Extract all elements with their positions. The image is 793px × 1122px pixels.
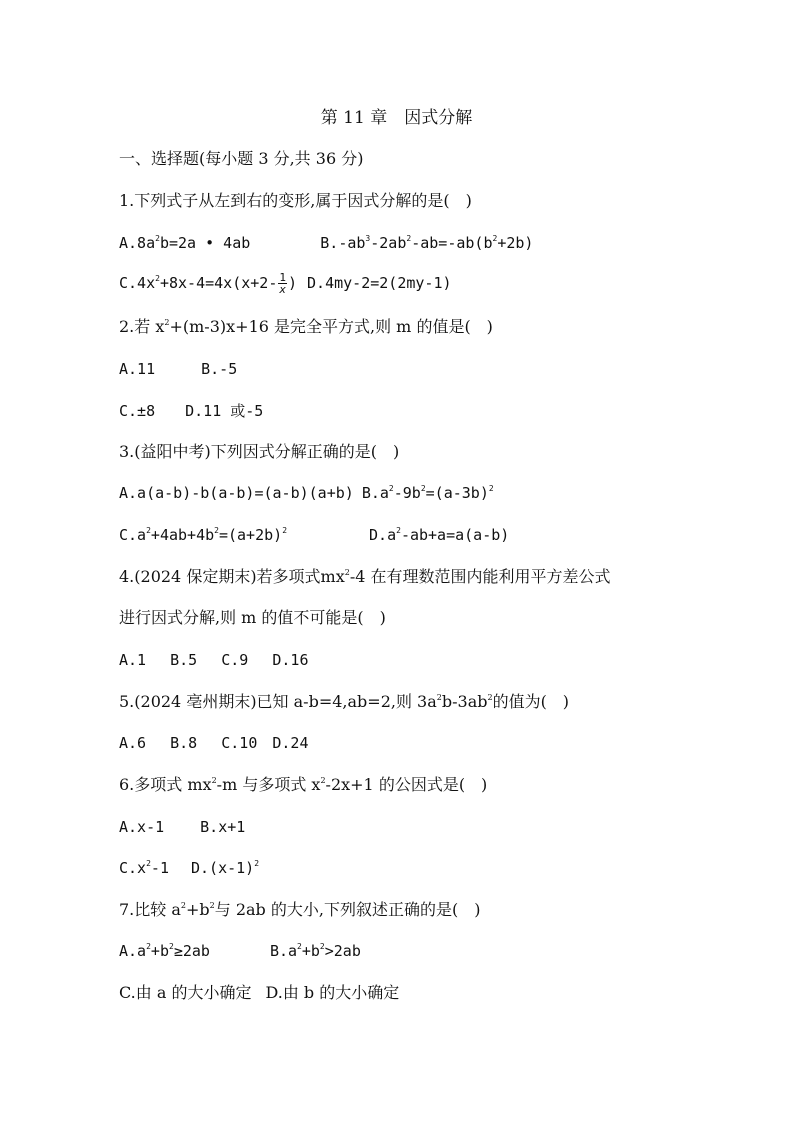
question-2-options-row-2: C.±8 D.11 或-5 xyxy=(119,402,264,420)
question-3-options-row-2: $C.a^2+4ab+4b^2=(a+2b)^2$ $D.a^2-ab+a=a(a-b)$ xyxy=(119,526,510,544)
q1-option-a: $A.8a^2b=2a$ • 4ab xyxy=(119,234,251,252)
question-4-stem-cont: 进行因式分解,则 m 的值不可能是( ) xyxy=(119,608,386,627)
page-title: 第 11 章 因式分解 xyxy=(320,108,473,128)
q1-option-c: $C.4x^2+8x-4=4x(x+2-$ $\frac{1}{x}$ ) xyxy=(119,271,298,296)
question-5-options: A.6 B.8 C.10 D.24 xyxy=(119,734,309,752)
question-7-options-row-2: C.由 a 的大小确定 D.由 b 的大小确定 xyxy=(119,983,400,1002)
question-6-options-row-2: $C.x^2-1$ $D.(x-1)^2$ xyxy=(119,859,260,877)
q1-option-d: D.4my-2=2(2my-1) xyxy=(307,274,452,292)
question-1-options-row-2 xyxy=(119,272,452,295)
question-2-stem: 2.若 $x^2+(m-3)x+16$ 是完全平方式,则 m 的值是( ) xyxy=(119,317,493,336)
question-4-stem: 4.(2024 保定期末)若多项式$mx^2-4$ 在有理数范围内能利用平方差公式 xyxy=(119,567,611,586)
question-2-options-row-1: A.11 B.-5 xyxy=(119,360,238,378)
fraction-one-over-x: $\frac{1}{x}$ xyxy=(279,271,286,296)
question-1-stem: 1.下列式子从左到右的变形,属于因式分解的是( ) xyxy=(119,191,472,210)
question-7-stem: 7.比较 $a^2+b^2$与 2ab 的大小,下列叙述正确的是( ) xyxy=(119,900,481,919)
q1-option-b: $B.-ab^3-2ab^2-ab=-ab(b^2+2b)$ xyxy=(320,234,534,252)
question-6-stem: 6.多项式 $mx^2-m$ 与多项式 $x^2-2x+1$ 的公因式是( ) xyxy=(119,775,488,794)
section-heading: 一、选择题(每小题 3 分,共 36 分) xyxy=(119,149,364,168)
question-3-options-row-1: A.a(a-b)-b(a-b)=(a-b)(a+b) $B.a^2-9b^2=(a-3b)^2$ xyxy=(119,484,494,502)
question-3-stem: 3.(益阳中考)下列因式分解正确的是( ) xyxy=(119,442,400,461)
question-5-stem: 5.(2024 亳州期末)已知 a-b=4,ab=2,则 $3a^2b-3ab^2$的值为( ) xyxy=(119,692,570,711)
question-7-options-row-1: $A.a^2+b^2\ge 2ab$ $B.a^2+b^2>2ab$ xyxy=(119,942,361,960)
question-6-options-row-1: A.x-1 B.x+1 xyxy=(119,818,246,836)
question-1-options-row-1 xyxy=(119,232,533,254)
question-4-options: A.1 B.5 C.9 D.16 xyxy=(119,651,309,669)
